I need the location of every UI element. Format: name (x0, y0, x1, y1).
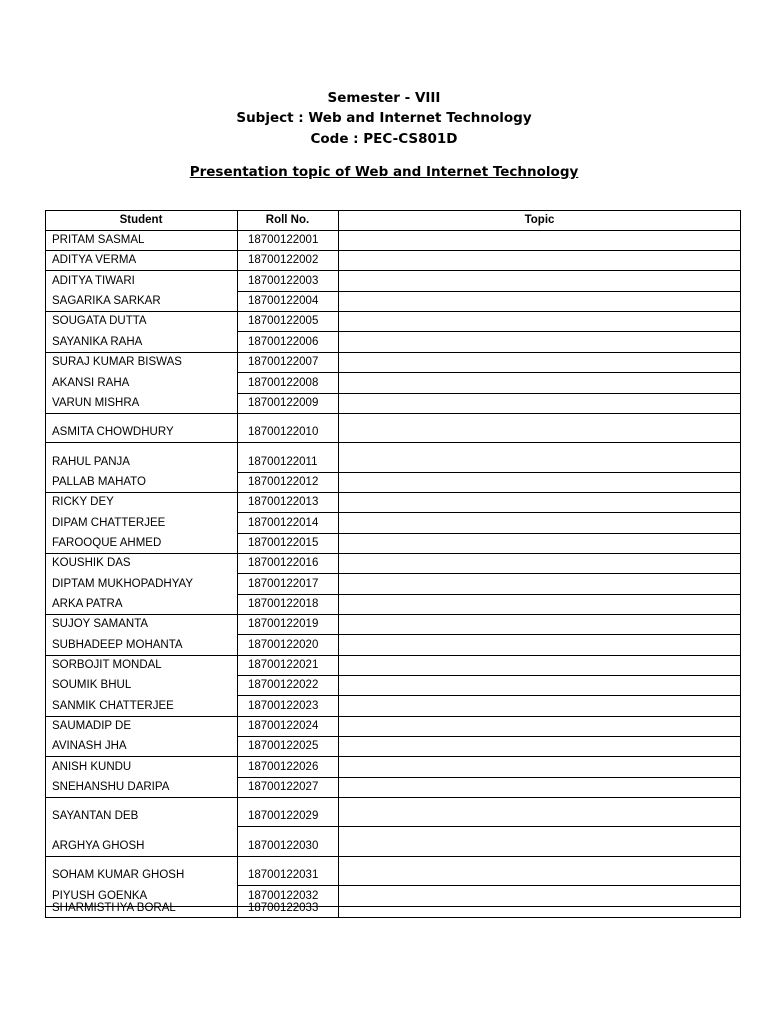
roll-number: 18700122031 (248, 869, 319, 881)
row-divider (237, 777, 741, 778)
roll-number: 18700122012 (248, 476, 319, 488)
student-name: RAHUL PANJA (52, 456, 130, 468)
roll-number: 18700122023 (248, 700, 319, 712)
row-divider (45, 413, 741, 414)
student-name: SOUMIK BHUL (52, 679, 132, 691)
row-divider (45, 716, 741, 717)
column-divider (237, 210, 238, 918)
row-divider (237, 331, 741, 332)
roll-number: 18700122033 (248, 902, 319, 914)
roll-number: 18700122011 (248, 456, 318, 468)
row-divider (45, 250, 741, 251)
semester-heading: Semester - VIII (327, 90, 441, 106)
student-name: ARKA PATRA (52, 598, 123, 610)
student-name: SAYANTAN DEB (52, 810, 139, 822)
student-name: KOUSHIK DAS (52, 557, 131, 569)
roll-number: 18700122009 (248, 397, 319, 409)
roll-number: 18700122018 (248, 598, 319, 610)
row-divider (237, 826, 741, 827)
student-name: ARGHYA GHOSH (52, 840, 145, 852)
student-name: ASMITA CHOWDHURY (52, 426, 174, 438)
roll-number: 18700122019 (248, 618, 319, 630)
roll-number: 18700122026 (248, 761, 319, 773)
row-divider (237, 594, 741, 595)
row-divider (45, 352, 741, 353)
student-name: PRITAM SASMAL (52, 234, 145, 246)
roll-number: 18700122022 (248, 679, 319, 691)
roll-number: 18700122013 (248, 496, 319, 508)
table-border-left (45, 210, 46, 918)
student-name: FAROOQUE AHMED (52, 537, 162, 549)
student-name: SAGARIKA SARKAR (52, 295, 161, 307)
column-header-topic: Topic (524, 214, 555, 226)
student-name: SOUGATA DUTTA (52, 315, 147, 327)
table-border-right (740, 210, 741, 918)
row-divider (237, 472, 741, 473)
student-name: ANISH KUNDU (52, 761, 132, 773)
roll-number: 18700122032 (248, 890, 319, 902)
header-divider (45, 230, 741, 231)
row-divider (45, 270, 741, 271)
student-name: SURAJ KUMAR BISWAS (52, 356, 182, 368)
roll-number: 18700122025 (248, 740, 319, 752)
column-header-student: Student (119, 214, 163, 226)
student-name: DIPTAM MUKHOPADHYAY (52, 578, 193, 590)
column-header-roll: Roll No. (265, 214, 310, 226)
row-divider (45, 856, 741, 857)
student-name: SAYANIKA RAHA (52, 336, 143, 348)
row-divider (237, 512, 741, 513)
presentation-table (45, 210, 741, 918)
row-divider (237, 885, 741, 886)
roll-number: 18700122004 (248, 295, 319, 307)
row-divider (237, 372, 741, 373)
student-name: RICKY DEY (52, 496, 114, 508)
student-name: SANMIK CHATTERJEE (52, 700, 174, 712)
row-divider (45, 442, 741, 443)
student-name: ADITYA TIWARI (52, 275, 135, 287)
roll-number: 18700122003 (248, 275, 319, 287)
column-divider (338, 210, 339, 918)
row-divider (45, 756, 741, 757)
row-divider (237, 393, 741, 394)
subject-heading: Subject : Web and Internet Technology (236, 110, 532, 126)
student-name: AVINASH JHA (52, 740, 127, 752)
student-name: PIYUSH GOENKA (52, 890, 148, 902)
row-divider (45, 311, 741, 312)
roll-number: 18700122007 (248, 356, 319, 368)
roll-number: 18700122001 (248, 234, 319, 246)
roll-number: 18700122027 (248, 781, 319, 793)
student-name: ADITYA VERMA (52, 254, 137, 266)
roll-number: 18700122017 (248, 578, 319, 590)
roll-number: 18700122015 (248, 537, 319, 549)
row-divider (237, 573, 741, 574)
roll-number: 18700122010 (248, 426, 319, 438)
roll-number: 18700122029 (248, 810, 319, 822)
student-name: SHARMISTHYA BORAL (52, 902, 176, 914)
student-name: DIPAM CHATTERJEE (52, 517, 166, 529)
roll-number: 18700122014 (248, 517, 319, 529)
row-divider (237, 634, 741, 635)
row-divider (45, 655, 741, 656)
student-name: SAUMADIP DE (52, 720, 132, 732)
row-divider (237, 291, 741, 292)
row-divider (45, 797, 741, 798)
roll-number: 18700122021 (248, 659, 319, 671)
table-border-bottom (45, 917, 741, 918)
code-heading: Code : PEC-CS801D (310, 131, 458, 147)
row-divider (45, 614, 741, 615)
roll-number: 18700122016 (248, 557, 319, 569)
student-name: VARUN MISHRA (52, 397, 140, 409)
roll-number: 18700122030 (248, 840, 319, 852)
row-divider (237, 695, 741, 696)
roll-number: 18700122020 (248, 639, 319, 651)
student-name: SNEHANSHU DARIPA (52, 781, 170, 793)
roll-number: 18700122008 (248, 377, 319, 389)
roll-number: 18700122002 (248, 254, 319, 266)
row-divider (45, 553, 741, 554)
row-divider (237, 736, 741, 737)
row-divider (237, 675, 741, 676)
roll-number: 18700122006 (248, 336, 319, 348)
roll-number: 18700122005 (248, 315, 319, 327)
student-name: AKANSI RAHA (52, 377, 130, 389)
student-name: PALLAB MAHATO (52, 476, 146, 488)
roll-number: 18700122024 (248, 720, 319, 732)
student-name: SUJOY SAMANTA (52, 618, 149, 630)
presentation-title: Presentation topic of Web and Internet Technology (189, 164, 579, 180)
student-name: SUBHADEEP MOHANTA (52, 639, 183, 651)
table-border-top (45, 210, 741, 211)
student-name: SOHAM KUMAR GHOSH (52, 869, 185, 881)
student-name: SORBOJIT MONDAL (52, 659, 162, 671)
row-divider (45, 492, 741, 493)
row-divider (237, 533, 741, 534)
